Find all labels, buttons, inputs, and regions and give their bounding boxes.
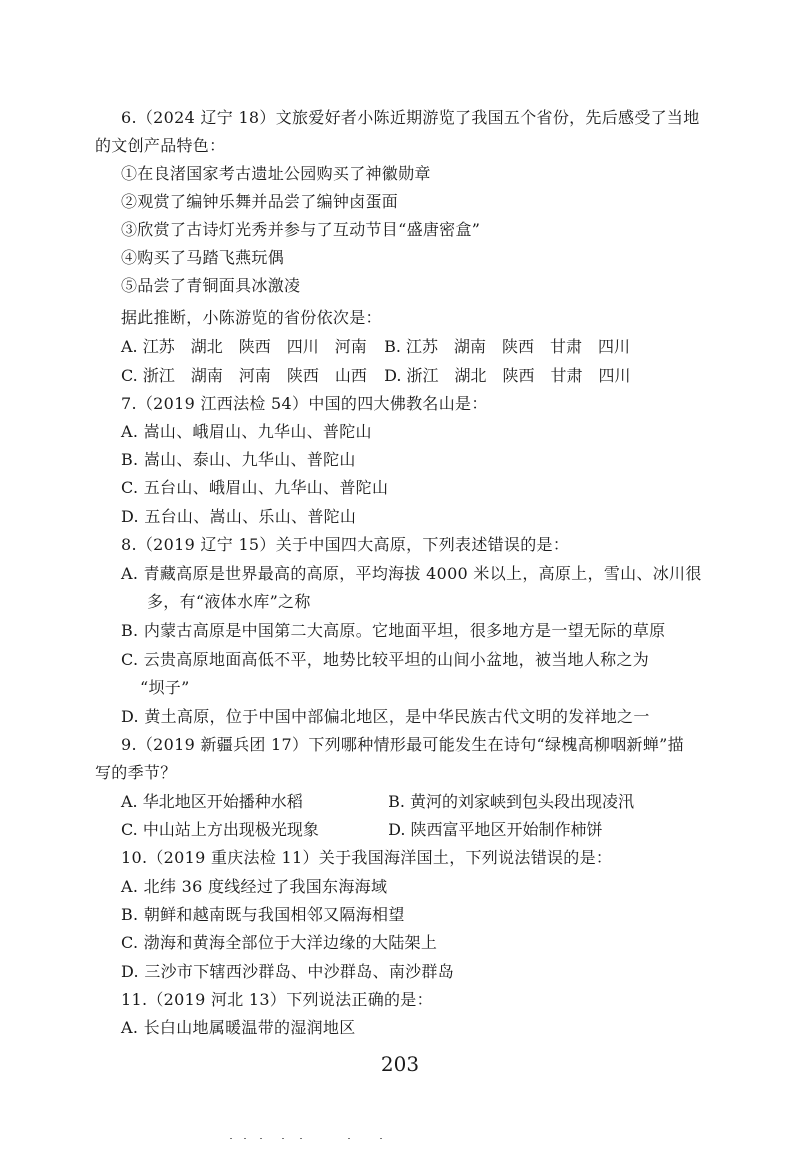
q6-item-1: ①在良渚国家考古遗址公园购买了神徽勋章 <box>121 164 431 183</box>
q10-stem: 10.（2019 重庆法检 11）关于我国海洋国土，下列说法错误的是： <box>121 848 613 867</box>
q8-stem: 8.（2019 辽宁 15）关于中国四大高原，下列表述错误的是： <box>121 535 570 554</box>
q9-option-b: B. 黄河的刘家峡到包头段出现凌汛 <box>388 792 635 811</box>
q7-stem: 7.（2019 江西法检 54）中国的四大佛教名山是： <box>121 394 488 413</box>
q8-option-a-line2: 多，有“液体水库”之称 <box>147 592 311 611</box>
q9-stem-line1: 9.（2019 新疆兵团 17）下列哪种情形最可能发生在诗句“绿槐高柳咽新蝉”描 <box>121 735 684 754</box>
q7-option-b: B. 嵩山、泰山、九华山、普陀山 <box>121 450 356 469</box>
q7-option-d: D. 五台山、嵩山、乐山、普陀山 <box>121 507 357 526</box>
q9-stem-line2: 写的季节？ <box>95 763 177 782</box>
q9-options-row1 <box>121 790 634 814</box>
q6-option-c: C. 浙江 湖南 河南 陕西 山西 <box>121 366 367 385</box>
q11-stem: 11.（2019 河北 13）下列说法正确的是： <box>121 990 433 1009</box>
q6-stem-line1: 6.（2024 辽宁 18）文旅爱好者小陈近期游览了我国五个省份，先后感受了当地 <box>121 108 700 127</box>
q9-option-d: D. 陕西富平地区开始制作柿饼 <box>388 820 603 839</box>
q6-stem-line2: 的文创产品特色： <box>95 136 226 155</box>
q6-item-3: ③欣赏了古诗灯光秀并参与了互动节目“盛唐密盒” <box>121 220 481 239</box>
q9-options-row2 <box>121 818 603 842</box>
q8-option-d: D. 黄土高原，位于中国中部偏北地区，是中华民族古代文明的发祥地之一 <box>121 707 650 726</box>
q6-question: 据此推断，小陈游览的省份依次是： <box>121 308 382 327</box>
q10-option-c: C. 渤海和黄海全部位于大洋边缘的大陆架上 <box>121 933 438 952</box>
q8-option-b: B. 内蒙古高原是中国第二大高原。它地面平坦，很多地方是一望无际的草原 <box>121 621 666 640</box>
q10-option-d: D. 三沙市下辖西沙群岛、中沙群岛、南沙群岛 <box>121 962 455 981</box>
q9-option-c: C. 中山站上方出现极光现象 <box>121 820 319 839</box>
q6-options-row2 <box>121 364 631 388</box>
q8-option-c-line2: “坝子” <box>140 678 190 697</box>
q6-item-2: ②观赏了编钟乐舞并品尝了编钟卤蛋面 <box>121 192 399 211</box>
q10-option-a: A. 北纬 36 度线经过了我国东海海域 <box>121 877 388 896</box>
q6-option-b: B. 江苏 湖南 陕西 甘肃 四川 <box>384 337 631 356</box>
q6-option-a: A. 江苏 湖北 陕西 四川 河南 <box>121 337 367 356</box>
q6-options-row1 <box>121 335 630 359</box>
q11-option-a: A. 长白山地属暖温带的湿润地区 <box>121 1018 356 1037</box>
q7-option-c: C. 五台山、峨眉山、九华山、普陀山 <box>121 478 389 497</box>
page-number: 203 <box>380 1052 420 1076</box>
scan-specks <box>230 1136 410 1142</box>
q7-option-a: A. 嵩山、峨眉山、九华山、普陀山 <box>121 422 372 441</box>
q6-item-4: ④购买了马踏飞燕玩偶 <box>121 248 285 267</box>
q8-option-a-line1: A. 青藏高原是世界最高的高原，平均海拔 4000 米以上，高原上，雪山、冰川很 <box>121 564 702 583</box>
q10-option-b: B. 朝鲜和越南既与我国相邻又隔海相望 <box>121 905 405 924</box>
q9-option-a: A. 华北地区开始播种水稻 <box>121 792 303 811</box>
q8-option-c-line1: C. 云贵高原地面高低不平，地势比较平坦的山间小盆地，被当地人称之为 <box>121 650 650 669</box>
q6-item-5: ⑤品尝了青铜面具冰激凌 <box>121 276 301 295</box>
q6-option-d: D. 浙江 湖北 陕西 甘肃 四川 <box>384 366 631 385</box>
